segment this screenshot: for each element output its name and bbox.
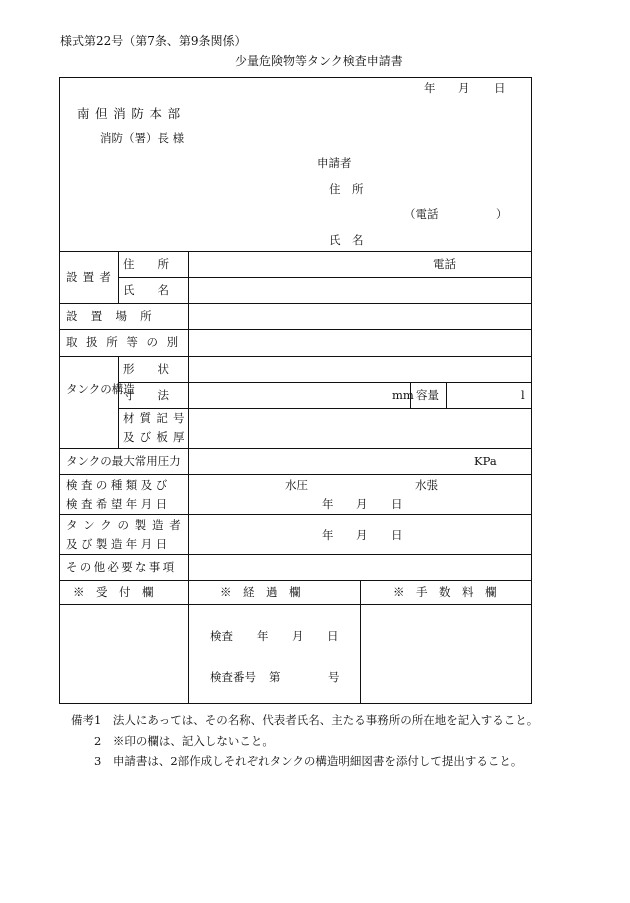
date-month: 月 [458,81,470,95]
recipient-chief: 消防（署）長 様 [100,131,185,145]
inspection-number-prefix: 第 [269,670,281,684]
installer-label: 設置者 [66,270,117,284]
dimensions-label: 寸 法 [123,388,169,402]
reception-column-label: ※ 受 付 欄 [73,585,154,599]
application-form [59,77,532,704]
install-location-label: 設置場所 [66,309,165,323]
tank-structure-label: タンクの構造 [66,382,135,396]
recipient-org: 南但消防本部 [77,106,186,121]
applicant-name-label: 氏 名 [329,233,364,247]
note-1: 備考1 法人にあっては、その名称、代表者氏名、主たる事務所の所在地を記入すること。 [71,713,539,727]
manufacture-month: 月 [356,528,368,542]
shape-label: 形 状 [123,362,169,376]
installer-phone-label: 電話 [433,257,456,271]
progress-month: 月 [292,629,304,643]
form-number: 様式第22号（第7条、第9条関係） [60,34,247,48]
material-label-line1: 材質記号 [123,411,190,425]
progress-column-label: ※ 経 過 欄 [220,585,301,599]
max-pressure-label: タンクの最大常用圧力 [66,454,181,468]
manufacture-year: 年 [322,528,334,542]
applicant-phone-label: （電話 ） [404,207,508,221]
fee-column-label: ※ 手 数 料 欄 [393,585,497,599]
material-label-line2: 及び板厚 [123,430,190,444]
water-pressure-label: 水圧 [285,478,308,492]
progress-year: 年 [257,629,269,643]
installer-address-label: 住 所 [123,257,169,271]
inspection-type-label: 検査の種類及び [66,478,171,492]
progress-day: 日 [327,629,339,643]
inspection-month: 月 [356,497,368,511]
note-2: 2 ※印の欄は、記入しないこと。 [94,734,274,748]
inspection-number-label: 検査番号 [210,670,256,684]
facility-type-label: 取扱所等の別 [66,335,187,349]
pressure-unit: KPa [474,454,497,468]
manufacturer-label: タンクの製造者 [66,518,187,532]
installer-name-label: 氏 名 [123,283,169,297]
capacity-label: 容量 [416,388,439,402]
applicant-address-label: 住 所 [329,182,364,196]
inspection-day: 日 [391,497,403,511]
note-3: 3 申請書は、2部作成しそれぞれタンクの構造明細図書を添付して提出すること。 [94,754,523,768]
water-filling-label: 水張 [415,478,438,492]
other-matters-label: その他必要な事項 [66,560,177,574]
date-year: 年 [424,81,436,95]
manufacture-date-label: 及び製造年月日 [66,537,171,551]
capacity-unit: l [521,388,525,402]
progress-inspection-label: 検査 [210,629,233,643]
inspection-date-label: 検査希望年月日 [66,497,171,511]
inspection-number-suffix: 号 [328,670,340,684]
date-day: 日 [494,81,506,95]
manufacture-day: 日 [391,528,403,542]
dimension-unit: mm [392,388,414,402]
form-title: 少量危険物等タンク検査申請書 [235,54,403,68]
inspection-year: 年 [322,497,334,511]
applicant-label: 申請者 [317,156,352,170]
